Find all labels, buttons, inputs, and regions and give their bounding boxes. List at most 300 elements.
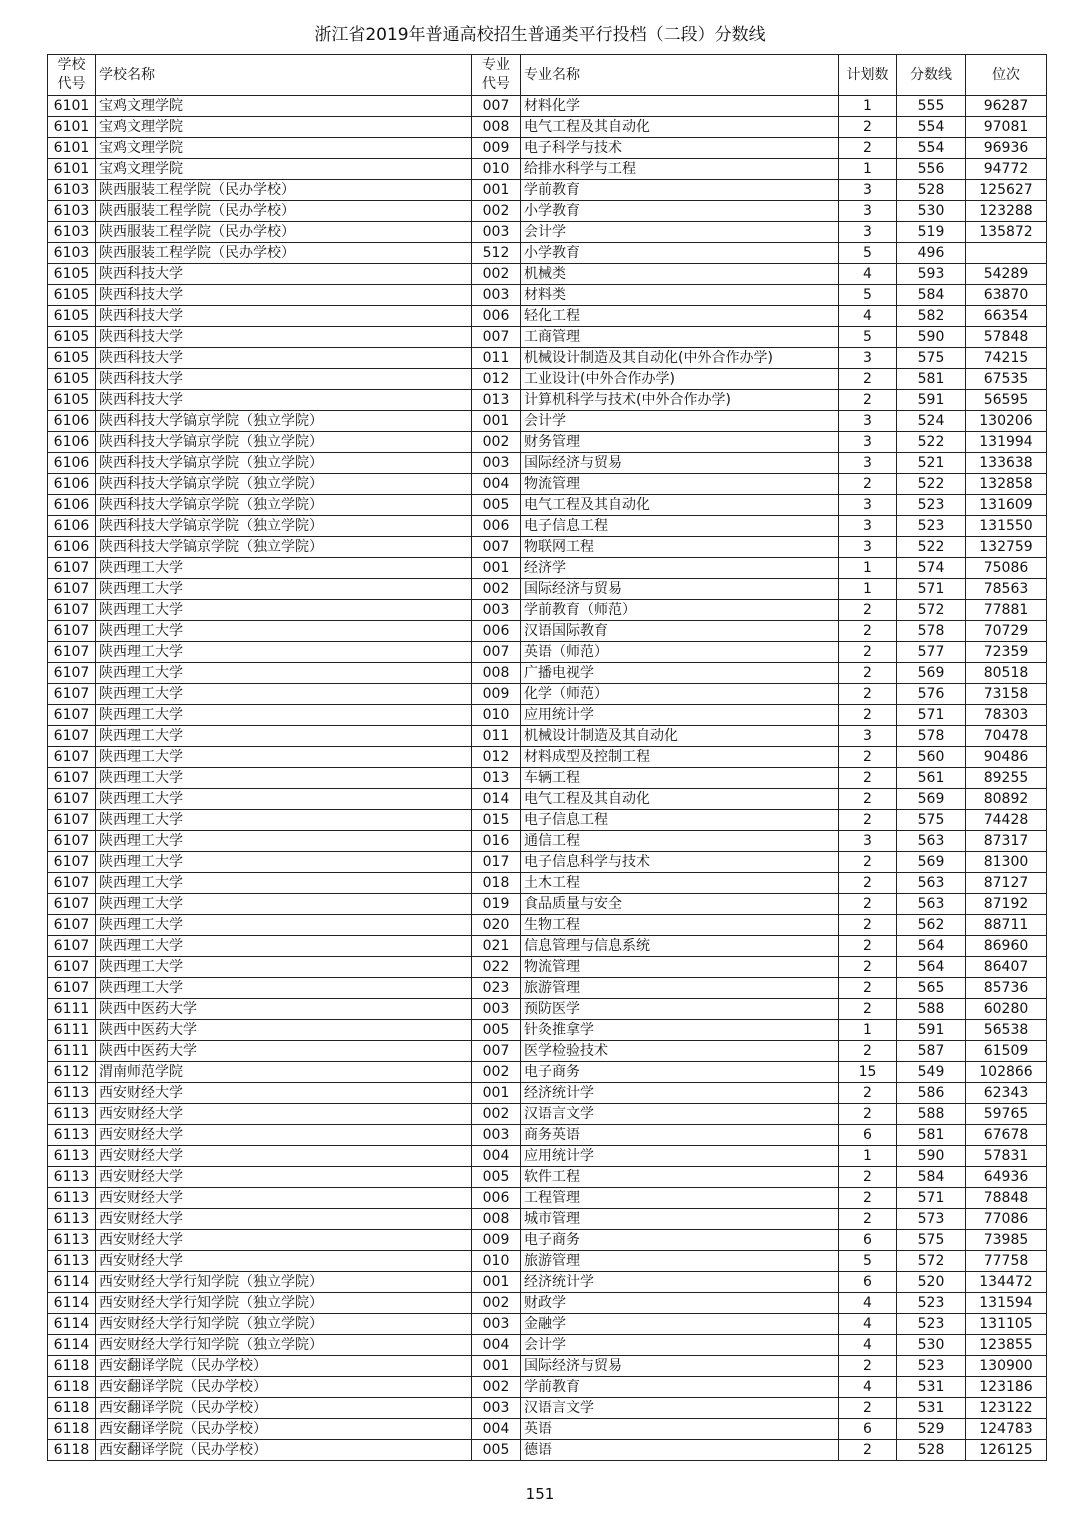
table-row <box>48 747 1047 768</box>
cell-school-name: 陕西理工大学 <box>96 621 472 642</box>
cell-major-code: 008 <box>472 663 521 684</box>
cell-school-code: 6107 <box>48 705 96 726</box>
cell-plan: 3 <box>839 495 897 516</box>
table-row <box>48 516 1047 537</box>
table-row <box>48 432 1047 453</box>
cell-rank: 60280 <box>966 999 1047 1020</box>
cell-major-name: 轻化工程 <box>521 306 839 327</box>
cell-school-code: 6107 <box>48 957 96 978</box>
cell-major-code: 013 <box>472 768 521 789</box>
cell-rank: 131105 <box>966 1314 1047 1335</box>
cell-major-code: 002 <box>472 1377 521 1398</box>
cell-rank: 123122 <box>966 1398 1047 1419</box>
cell-school-code: 6107 <box>48 663 96 684</box>
cell-plan: 3 <box>839 222 897 243</box>
cell-school-code: 6107 <box>48 789 96 810</box>
header-school-code-line2: 代号 <box>57 76 86 92</box>
table-row <box>48 390 1047 411</box>
cell-plan: 1 <box>839 159 897 180</box>
cell-school-name: 西安翻译学院（民办学校） <box>96 1440 472 1461</box>
cell-rank: 97081 <box>966 117 1047 138</box>
cell-score: 528 <box>897 1440 966 1461</box>
cell-major-name: 英语 <box>521 1419 839 1440</box>
table-row <box>48 831 1047 852</box>
cell-score: 575 <box>897 1230 966 1251</box>
cell-major-code: 001 <box>472 411 521 432</box>
cell-score: 591 <box>897 1020 966 1041</box>
cell-plan: 6 <box>839 1125 897 1146</box>
cell-plan: 4 <box>839 264 897 285</box>
cell-school-name: 陕西理工大学 <box>96 789 472 810</box>
table-row <box>48 768 1047 789</box>
cell-major-code: 002 <box>472 264 521 285</box>
cell-major-name: 电子信息工程 <box>521 810 839 831</box>
cell-plan: 2 <box>839 600 897 621</box>
header-school-code <box>48 55 96 96</box>
cell-school-code: 6107 <box>48 642 96 663</box>
cell-plan: 4 <box>839 1335 897 1356</box>
cell-major-name: 应用统计学 <box>521 705 839 726</box>
cell-rank: 131994 <box>966 432 1047 453</box>
cell-rank: 78563 <box>966 579 1047 600</box>
cell-school-code: 6101 <box>48 96 96 117</box>
cell-rank: 80892 <box>966 789 1047 810</box>
cell-score: 529 <box>897 1419 966 1440</box>
cell-score: 561 <box>897 768 966 789</box>
cell-major-code: 001 <box>472 1356 521 1377</box>
cell-school-name: 陕西科技大学 <box>96 327 472 348</box>
cell-score: 578 <box>897 621 966 642</box>
table-row <box>48 537 1047 558</box>
table-row <box>48 852 1047 873</box>
cell-major-code: 010 <box>472 1251 521 1272</box>
cell-plan: 3 <box>839 201 897 222</box>
cell-rank: 94772 <box>966 159 1047 180</box>
cell-plan: 2 <box>839 684 897 705</box>
cell-school-name: 陕西理工大学 <box>96 705 472 726</box>
cell-plan: 2 <box>839 1041 897 1062</box>
table-row <box>48 1062 1047 1083</box>
cell-score: 593 <box>897 264 966 285</box>
cell-rank: 75086 <box>966 558 1047 579</box>
table-row <box>48 1440 1047 1461</box>
cell-plan: 5 <box>839 243 897 264</box>
cell-major-name: 学前教育 <box>521 180 839 201</box>
header-rank: 位次 <box>966 55 1047 96</box>
page-number: 151 <box>525 1485 555 1503</box>
cell-score: 523 <box>897 1314 966 1335</box>
table-row <box>48 201 1047 222</box>
table-row <box>48 1314 1047 1335</box>
cell-major-name: 国际经济与贸易 <box>521 1356 839 1377</box>
header-score: 分数线 <box>897 55 966 96</box>
cell-major-code: 005 <box>472 495 521 516</box>
table-row <box>48 243 1047 264</box>
cell-plan: 3 <box>839 432 897 453</box>
cell-rank: 87127 <box>966 873 1047 894</box>
cell-score: 563 <box>897 831 966 852</box>
cell-major-name: 学前教育 <box>521 1377 839 1398</box>
cell-major-name: 物流管理 <box>521 474 839 495</box>
cell-school-name: 陕西服装工程学院（民办学校） <box>96 222 472 243</box>
table-row <box>48 579 1047 600</box>
cell-major-code: 006 <box>472 516 521 537</box>
cell-school-code: 6105 <box>48 306 96 327</box>
cell-plan: 2 <box>839 642 897 663</box>
cell-major-code: 016 <box>472 831 521 852</box>
cell-score: 520 <box>897 1272 966 1293</box>
cell-rank: 131609 <box>966 495 1047 516</box>
cell-major-name: 材料化学 <box>521 96 839 117</box>
cell-major-name: 机械设计制造及其自动化(中外合作办学) <box>521 348 839 369</box>
cell-major-name: 通信工程 <box>521 831 839 852</box>
cell-score: 523 <box>897 1356 966 1377</box>
cell-rank: 125627 <box>966 180 1047 201</box>
cell-rank: 133638 <box>966 453 1047 474</box>
cell-school-name: 陕西科技大学 <box>96 369 472 390</box>
cell-major-code: 009 <box>472 1230 521 1251</box>
cell-rank: 72359 <box>966 642 1047 663</box>
table-row <box>48 1188 1047 1209</box>
cell-school-name: 西安财经大学 <box>96 1209 472 1230</box>
table-row <box>48 1167 1047 1188</box>
cell-major-name: 电气工程及其自动化 <box>521 789 839 810</box>
cell-major-code: 011 <box>472 348 521 369</box>
cell-major-name: 医学检验技术 <box>521 1041 839 1062</box>
cell-school-name: 陕西科技大学 <box>96 285 472 306</box>
cell-rank: 90486 <box>966 747 1047 768</box>
header-major-code-line2: 代号 <box>482 76 510 92</box>
table-row <box>48 663 1047 684</box>
table-row <box>48 222 1047 243</box>
cell-school-name: 陕西服装工程学院（民办学校） <box>96 180 472 201</box>
cell-school-code: 6113 <box>48 1167 96 1188</box>
cell-school-code: 6107 <box>48 579 96 600</box>
table-row <box>48 999 1047 1020</box>
cell-school-code: 6107 <box>48 747 96 768</box>
cell-rank: 132759 <box>966 537 1047 558</box>
cell-school-name: 陕西理工大学 <box>96 558 472 579</box>
cell-score: 577 <box>897 642 966 663</box>
cell-plan: 5 <box>839 285 897 306</box>
cell-plan: 3 <box>839 180 897 201</box>
cell-plan: 3 <box>839 348 897 369</box>
cell-score: 564 <box>897 957 966 978</box>
cell-school-name: 宝鸡文理学院 <box>96 138 472 159</box>
cell-school-name: 西安财经大学行知学院（独立学院） <box>96 1293 472 1314</box>
cell-score: 569 <box>897 789 966 810</box>
cell-school-name: 陕西理工大学 <box>96 831 472 852</box>
cell-school-name: 西安财经大学行知学院（独立学院） <box>96 1314 472 1335</box>
cell-plan: 3 <box>839 726 897 747</box>
cell-plan: 2 <box>839 1398 897 1419</box>
cell-school-name: 陕西科技大学镐京学院（独立学院） <box>96 495 472 516</box>
cell-school-code: 6101 <box>48 117 96 138</box>
table-row <box>48 1020 1047 1041</box>
table-row <box>48 1398 1047 1419</box>
cell-score: 572 <box>897 600 966 621</box>
cell-school-code: 6103 <box>48 201 96 222</box>
cell-school-code: 6106 <box>48 474 96 495</box>
cell-school-code: 6107 <box>48 768 96 789</box>
cell-school-code: 6107 <box>48 915 96 936</box>
table-row <box>48 978 1047 999</box>
cell-school-code: 6112 <box>48 1062 96 1083</box>
cell-school-name: 陕西科技大学 <box>96 390 472 411</box>
cell-rank: 123855 <box>966 1335 1047 1356</box>
cell-school-name: 陕西理工大学 <box>96 600 472 621</box>
header-school-name: 学校名称 <box>96 55 472 96</box>
cell-major-code: 006 <box>472 1188 521 1209</box>
cell-major-code: 006 <box>472 306 521 327</box>
cell-school-name: 陕西理工大学 <box>96 894 472 915</box>
cell-rank: 63870 <box>966 285 1047 306</box>
cell-major-name: 生物工程 <box>521 915 839 936</box>
cell-plan: 3 <box>839 516 897 537</box>
cell-major-code: 004 <box>472 1146 521 1167</box>
cell-plan: 2 <box>839 810 897 831</box>
cell-rank <box>966 243 1047 264</box>
cell-major-name: 广播电视学 <box>521 663 839 684</box>
cell-major-code: 008 <box>472 117 521 138</box>
cell-major-name: 电子信息科学与技术 <box>521 852 839 873</box>
cell-school-name: 陕西理工大学 <box>96 873 472 894</box>
cell-plan: 2 <box>839 747 897 768</box>
cell-school-name: 陕西理工大学 <box>96 579 472 600</box>
table-row <box>48 1209 1047 1230</box>
cell-school-name: 陕西科技大学镐京学院（独立学院） <box>96 516 472 537</box>
cell-major-code: 003 <box>472 222 521 243</box>
cell-school-code: 6105 <box>48 390 96 411</box>
cell-major-name: 小学教育 <box>521 243 839 264</box>
cell-score: 563 <box>897 894 966 915</box>
cell-major-code: 005 <box>472 1440 521 1461</box>
cell-major-name: 电气工程及其自动化 <box>521 117 839 138</box>
cell-school-code: 6107 <box>48 810 96 831</box>
cell-plan: 6 <box>839 1272 897 1293</box>
table-row <box>48 159 1047 180</box>
cell-major-code: 010 <box>472 159 521 180</box>
cell-rank: 74215 <box>966 348 1047 369</box>
cell-school-code: 6114 <box>48 1314 96 1335</box>
table-row <box>48 915 1047 936</box>
cell-plan: 2 <box>839 138 897 159</box>
cell-school-name: 陕西理工大学 <box>96 768 472 789</box>
cell-school-code: 6105 <box>48 348 96 369</box>
cell-school-code: 6107 <box>48 621 96 642</box>
cell-major-code: 001 <box>472 1083 521 1104</box>
cell-school-code: 6114 <box>48 1293 96 1314</box>
cell-major-code: 002 <box>472 201 521 222</box>
cell-rank: 81300 <box>966 852 1047 873</box>
cell-school-name: 西安财经大学 <box>96 1188 472 1209</box>
cell-score: 554 <box>897 138 966 159</box>
cell-school-code: 6103 <box>48 180 96 201</box>
table-row <box>48 621 1047 642</box>
cell-school-code: 6106 <box>48 495 96 516</box>
cell-school-name: 陕西中医药大学 <box>96 1020 472 1041</box>
cell-school-code: 6106 <box>48 453 96 474</box>
table-row <box>48 264 1047 285</box>
cell-plan: 2 <box>839 369 897 390</box>
table-row <box>48 117 1047 138</box>
cell-score: 574 <box>897 558 966 579</box>
cell-major-code: 007 <box>472 96 521 117</box>
cell-school-name: 西安财经大学行知学院（独立学院） <box>96 1272 472 1293</box>
cell-major-code: 003 <box>472 600 521 621</box>
cell-score: 588 <box>897 1104 966 1125</box>
cell-rank: 123288 <box>966 201 1047 222</box>
cell-school-code: 6107 <box>48 978 96 999</box>
cell-plan: 1 <box>839 1146 897 1167</box>
cell-rank: 70729 <box>966 621 1047 642</box>
cell-school-name: 陕西服装工程学院（民办学校） <box>96 243 472 264</box>
cell-score: 576 <box>897 684 966 705</box>
admission-score-table <box>47 54 1047 1461</box>
cell-score: 523 <box>897 516 966 537</box>
cell-score: 582 <box>897 306 966 327</box>
cell-score: 581 <box>897 1125 966 1146</box>
cell-school-name: 陕西科技大学镐京学院（独立学院） <box>96 411 472 432</box>
table-row <box>48 894 1047 915</box>
table-row <box>48 705 1047 726</box>
cell-school-code: 6107 <box>48 873 96 894</box>
cell-school-code: 6113 <box>48 1188 96 1209</box>
header-major-code-line1: 专业 <box>482 57 510 73</box>
cell-major-code: 002 <box>472 579 521 600</box>
cell-school-code: 6114 <box>48 1272 96 1293</box>
cell-major-name: 土木工程 <box>521 873 839 894</box>
cell-plan: 6 <box>839 1230 897 1251</box>
cell-major-code: 005 <box>472 1020 521 1041</box>
cell-major-code: 023 <box>472 978 521 999</box>
cell-school-name: 陕西理工大学 <box>96 726 472 747</box>
cell-rank: 123186 <box>966 1377 1047 1398</box>
cell-major-name: 旅游管理 <box>521 1251 839 1272</box>
cell-plan: 3 <box>839 831 897 852</box>
cell-plan: 1 <box>839 96 897 117</box>
cell-major-code: 021 <box>472 936 521 957</box>
cell-rank: 134472 <box>966 1272 1047 1293</box>
cell-major-name: 会计学 <box>521 222 839 243</box>
cell-major-name: 车辆工程 <box>521 768 839 789</box>
cell-score: 522 <box>897 432 966 453</box>
cell-major-name: 物流管理 <box>521 957 839 978</box>
cell-score: 569 <box>897 663 966 684</box>
cell-major-name: 电气工程及其自动化 <box>521 495 839 516</box>
cell-rank: 88711 <box>966 915 1047 936</box>
cell-rank: 57831 <box>966 1146 1047 1167</box>
cell-school-code: 6107 <box>48 894 96 915</box>
cell-score: 569 <box>897 852 966 873</box>
cell-school-name: 宝鸡文理学院 <box>96 159 472 180</box>
cell-rank: 102866 <box>966 1062 1047 1083</box>
cell-major-code: 008 <box>472 1209 521 1230</box>
cell-major-code: 001 <box>472 180 521 201</box>
cell-plan: 4 <box>839 306 897 327</box>
cell-major-code: 004 <box>472 474 521 495</box>
cell-score: 496 <box>897 243 966 264</box>
cell-rank: 77758 <box>966 1251 1047 1272</box>
table-row <box>48 1125 1047 1146</box>
cell-rank: 80518 <box>966 663 1047 684</box>
cell-score: 584 <box>897 1167 966 1188</box>
cell-score: 554 <box>897 117 966 138</box>
table-row <box>48 180 1047 201</box>
table-row <box>48 285 1047 306</box>
cell-school-code: 6107 <box>48 831 96 852</box>
table-row <box>48 936 1047 957</box>
table-row <box>48 1293 1047 1314</box>
cell-plan: 2 <box>839 705 897 726</box>
cell-major-code: 003 <box>472 1125 521 1146</box>
cell-rank: 59765 <box>966 1104 1047 1125</box>
cell-school-code: 6107 <box>48 852 96 873</box>
cell-rank: 77086 <box>966 1209 1047 1230</box>
table-row <box>48 789 1047 810</box>
cell-score: 528 <box>897 180 966 201</box>
cell-rank: 132858 <box>966 474 1047 495</box>
table-body <box>48 96 1047 1461</box>
cell-plan: 2 <box>839 894 897 915</box>
cell-rank: 87317 <box>966 831 1047 852</box>
cell-school-code: 6106 <box>48 516 96 537</box>
cell-score: 530 <box>897 1335 966 1356</box>
cell-major-code: 014 <box>472 789 521 810</box>
cell-plan: 2 <box>839 117 897 138</box>
table-row <box>48 138 1047 159</box>
table-row <box>48 810 1047 831</box>
cell-major-code: 002 <box>472 1062 521 1083</box>
cell-score: 591 <box>897 390 966 411</box>
header-major-code <box>472 55 521 96</box>
cell-rank: 56538 <box>966 1020 1047 1041</box>
cell-rank: 74428 <box>966 810 1047 831</box>
cell-rank: 131550 <box>966 516 1047 537</box>
cell-rank: 61509 <box>966 1041 1047 1062</box>
table-row <box>48 495 1047 516</box>
cell-score: 555 <box>897 96 966 117</box>
cell-major-name: 英语（师范） <box>521 642 839 663</box>
cell-school-code: 6105 <box>48 369 96 390</box>
cell-major-name: 国际经济与贸易 <box>521 579 839 600</box>
page-title: 浙江省2019年普通高校招生普通类平行投档（二段）分数线 <box>314 25 766 45</box>
cell-school-name: 宝鸡文理学院 <box>96 96 472 117</box>
cell-major-code: 003 <box>472 453 521 474</box>
cell-school-code: 6106 <box>48 537 96 558</box>
cell-school-name: 陕西科技大学镐京学院（独立学院） <box>96 474 472 495</box>
cell-school-name: 陕西科技大学 <box>96 264 472 285</box>
cell-major-code: 512 <box>472 243 521 264</box>
cell-score: 590 <box>897 1146 966 1167</box>
cell-plan: 2 <box>839 1188 897 1209</box>
cell-score: 531 <box>897 1398 966 1419</box>
cell-school-name: 陕西理工大学 <box>96 978 472 999</box>
cell-major-name: 给排水科学与工程 <box>521 159 839 180</box>
cell-school-code: 6113 <box>48 1146 96 1167</box>
cell-school-code: 6105 <box>48 327 96 348</box>
cell-major-code: 007 <box>472 642 521 663</box>
cell-plan: 5 <box>839 327 897 348</box>
cell-school-name: 陕西科技大学 <box>96 348 472 369</box>
cell-score: 581 <box>897 369 966 390</box>
table-row <box>48 1272 1047 1293</box>
cell-score: 588 <box>897 999 966 1020</box>
cell-score: 519 <box>897 222 966 243</box>
cell-score: 571 <box>897 1188 966 1209</box>
cell-school-code: 6114 <box>48 1335 96 1356</box>
cell-plan: 2 <box>839 621 897 642</box>
